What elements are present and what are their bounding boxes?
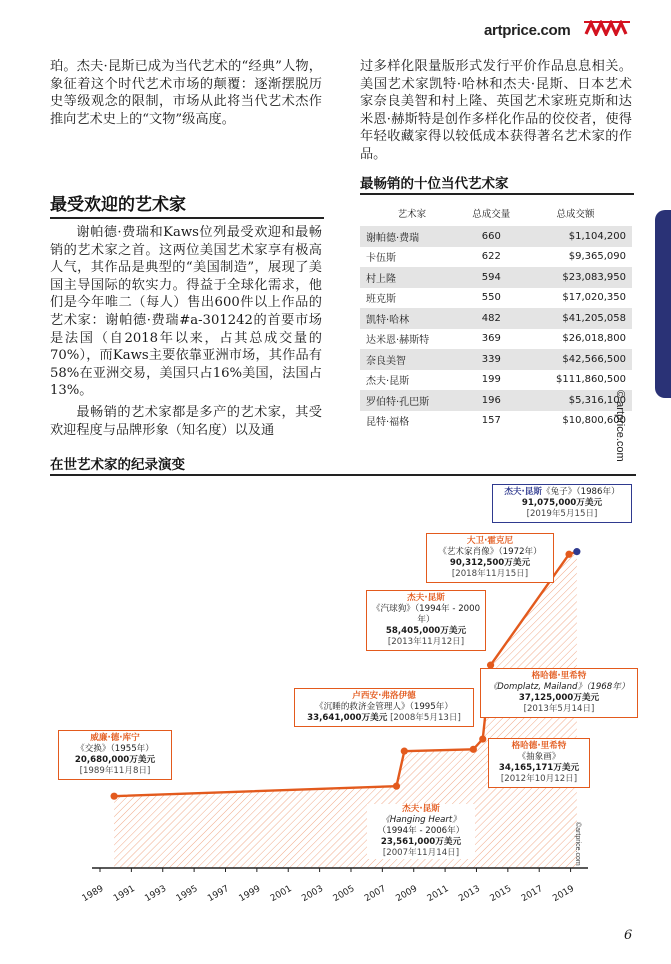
record-point bbox=[401, 748, 408, 755]
x-tick-label: 2001 bbox=[268, 883, 294, 905]
table-row bbox=[360, 370, 632, 391]
col-header-lots: 总成交量 bbox=[472, 209, 511, 220]
section-title-popular-artists: 最受欢迎的艺术家 bbox=[50, 195, 186, 215]
record-point bbox=[470, 746, 477, 753]
table-row bbox=[360, 329, 632, 350]
x-tick-label: 2017 bbox=[519, 883, 545, 905]
left-intro-text bbox=[50, 58, 322, 128]
paragraph-1: 谢帕德·费瑞和Kaws位列最受欢迎和最畅销的艺术家之首。这两位美国艺术家享有极高人气，其作品是典型的“美国制造”，展现了美国主导国际的软实力。得益于全球化需求，他们是今年唯二（每人）售出600件以上作品的艺术家：谢帕德·费瑞#a-301242的首要市场是法国（自2018年以来，占其总成交量的70%），而Kaws主要依靠亚洲市场，其作品有58%在亚洲交易，美国只占16%美国，法国占13%。 bbox=[50, 225, 322, 399]
cell-artist: 凯特·哈林 bbox=[360, 308, 464, 329]
chart-rule bbox=[50, 474, 636, 476]
cell-lots: 196 bbox=[464, 390, 519, 411]
side-tab bbox=[655, 210, 671, 398]
table-title: 最畅销的十位当代艺术家 bbox=[360, 176, 509, 192]
x-tick-label: 1995 bbox=[174, 883, 200, 905]
callout-work: 《艺术家肖像》（1972年） bbox=[438, 547, 542, 557]
callout-name: 杰夫·昆斯 bbox=[504, 487, 542, 497]
x-tick-label: 1989 bbox=[80, 883, 106, 905]
cell-artist: 杰夫·昆斯 bbox=[366, 376, 410, 388]
callout-price: 23,561,000万美元 bbox=[380, 837, 462, 847]
x-tick-label: 1999 bbox=[237, 883, 263, 905]
callout-work: 《抽象画》 bbox=[517, 752, 561, 762]
cell-lots: 660 bbox=[464, 226, 519, 247]
callout-name: 杰夫·昆斯 bbox=[407, 593, 445, 603]
x-tick-label: 1991 bbox=[112, 883, 137, 905]
right-paragraph: 过多样化限量版形式发行平价作品息息相关。美国艺术家凯特·哈林和杰夫·昆斯、日本艺术家奈良美智和村上隆、英国艺术家班克斯和达米恩·赫斯特是创作多样化作品的佼佼者，使得年轻收藏家得以较低成本获得著名艺术家的作品。 bbox=[360, 59, 632, 162]
x-tick-label: 2003 bbox=[300, 883, 326, 905]
callout-freud bbox=[294, 688, 474, 727]
record-point bbox=[573, 548, 580, 555]
cell-turnover: $5,316,100 bbox=[519, 390, 632, 411]
cell-turnover: $41,205,058 bbox=[519, 308, 632, 329]
callout-name: 格哈德·里希特 bbox=[531, 671, 587, 681]
table-row bbox=[360, 390, 632, 411]
callout-date: [2013年5月14日] bbox=[523, 704, 595, 714]
right-col-text bbox=[360, 58, 632, 164]
callout-date: [1989年11月8日] bbox=[79, 766, 151, 776]
callout-name: 杰夫·昆斯 bbox=[402, 804, 440, 814]
table-row bbox=[360, 411, 632, 432]
cell-lots: 369 bbox=[481, 333, 501, 345]
callout-work-years: （1994年 - 2006年） bbox=[377, 826, 465, 836]
x-tick-label: 2007 bbox=[363, 883, 388, 905]
callout-de-kooning bbox=[58, 730, 172, 780]
amma-logo bbox=[584, 20, 630, 36]
chart-credit: ©artprice.com bbox=[574, 822, 581, 866]
callout-date: [2007年11月14日] bbox=[382, 848, 460, 858]
page-number: 6 bbox=[624, 928, 633, 943]
callout-name: 威廉·德·库宁 bbox=[90, 733, 140, 743]
callout-work: 《沉睡的救济金管理人》（1995年） bbox=[315, 702, 453, 712]
cell-turnover: $111,860,500 bbox=[556, 374, 626, 386]
callout-richter-abstract bbox=[488, 738, 590, 788]
popular-artists-text bbox=[50, 224, 322, 439]
cell-turnover: $42,566,500 bbox=[519, 349, 632, 370]
col-header-artist: 艺术家 bbox=[397, 209, 427, 220]
callout-work: 《交换》（1955年） bbox=[76, 744, 154, 754]
x-tick-label: 2011 bbox=[425, 883, 451, 905]
cell-lots: 594 bbox=[464, 267, 519, 288]
cell-lots: 482 bbox=[464, 308, 519, 329]
callout-date: [2008年5月13日] bbox=[390, 713, 461, 723]
x-tick-label: 2019 bbox=[551, 883, 577, 905]
record-point bbox=[479, 735, 486, 742]
callout-price: 34,165,171万美元 bbox=[498, 763, 580, 773]
callout-price: 33,641,000万美元 bbox=[307, 713, 388, 723]
x-tick-label: 2005 bbox=[331, 883, 357, 905]
callout-price: 20,680,000万美元 bbox=[74, 755, 156, 765]
x-tick-label: 2013 bbox=[457, 883, 482, 905]
callout-koons-rabbit bbox=[492, 484, 632, 523]
x-tick-label: 1997 bbox=[206, 883, 231, 905]
x-tick-label: 2009 bbox=[394, 883, 420, 905]
record-point bbox=[111, 793, 118, 800]
intro-paragraph: 珀。杰夫·昆斯已成为当代艺术的“经典”人物，象征着这个时代艺术市场的颠覆：逐渐摆脱历史等级观念的限制，市场从此将当代艺术杰作推向艺术史上的“文物”级高度。 bbox=[50, 59, 322, 127]
table-header-row bbox=[360, 200, 632, 226]
table-row bbox=[360, 226, 632, 247]
table-row bbox=[360, 247, 632, 268]
record-point bbox=[393, 783, 400, 790]
paragraph-2: 最畅销的艺术家都是多产的艺术家，其受欢迎程度与品牌形象（知名度）以及通 bbox=[50, 404, 322, 438]
section-rule bbox=[50, 217, 324, 219]
cell-lots: 199 bbox=[481, 374, 501, 386]
callout-name: 卢西安·弗洛伊德 bbox=[352, 691, 416, 701]
callout-hockney bbox=[426, 533, 554, 583]
x-tick-label: 1993 bbox=[143, 883, 169, 905]
cell-artist: 奈良美智 bbox=[360, 349, 464, 370]
cell-lots: 622 bbox=[481, 251, 501, 263]
col-header-turnover: 总成交额 bbox=[556, 209, 595, 220]
callout-date: [2013年11月12日] bbox=[387, 637, 465, 647]
cell-turnover: $10,800,600 bbox=[562, 415, 626, 427]
cell-lots: 157 bbox=[481, 415, 501, 427]
x-tick-label: 2015 bbox=[488, 883, 514, 905]
top-artists-table bbox=[360, 200, 632, 431]
table-row bbox=[360, 288, 632, 309]
record-point bbox=[565, 551, 572, 558]
callout-price: 90,312,500万美元 bbox=[449, 558, 531, 568]
table-row bbox=[360, 308, 632, 329]
cell-turnover: $1,104,200 bbox=[519, 226, 632, 247]
callout-price: 58,405,000万美元 bbox=[385, 626, 467, 636]
cell-artist: 昆特·福格 bbox=[366, 417, 410, 429]
callout-work: 《Domplatz, Mailand》（1968年） bbox=[488, 682, 630, 692]
cell-turnover: $17,020,350 bbox=[562, 292, 626, 304]
cell-turnover: $9,365,090 bbox=[568, 251, 626, 263]
callout-richter-domplatz bbox=[480, 668, 638, 718]
cell-turnover: $23,083,950 bbox=[519, 267, 632, 288]
cell-artist: 村上隆 bbox=[360, 267, 464, 288]
callout-name: 大卫·霍克尼 bbox=[466, 536, 514, 546]
chart-title: 在世艺术家的纪录演变 bbox=[50, 457, 185, 473]
callout-koons-dog bbox=[366, 590, 486, 651]
cell-artist: 谢帕德·费瑞 bbox=[360, 226, 464, 247]
cell-artist: 卡伍斯 bbox=[366, 253, 396, 265]
callout-name: 格哈德·里希特 bbox=[511, 741, 567, 751]
cell-artist: 班克斯 bbox=[366, 294, 396, 306]
callout-koons-heart bbox=[367, 804, 475, 859]
table-rule bbox=[360, 193, 634, 195]
callout-work: 《Hanging Heart》 bbox=[381, 815, 461, 825]
callout-work: 《兔子》（1986年） bbox=[541, 487, 620, 497]
callout-date: [2018年11月15日] bbox=[451, 569, 529, 579]
callout-work: 《汽球狗》（1994年 - 2000年） bbox=[371, 604, 481, 625]
callout-price: 91,075,000万美元 bbox=[521, 498, 603, 508]
callout-date: [2012年10月12日] bbox=[500, 774, 578, 784]
callout-price: 37,125,000万美元 bbox=[518, 693, 600, 703]
cell-turnover: $26,018,800 bbox=[562, 333, 626, 345]
artprice-logo: artprice.com bbox=[484, 22, 571, 39]
callout-date: [2019年5月15日] bbox=[526, 509, 598, 519]
table-row bbox=[360, 267, 632, 288]
table-row bbox=[360, 349, 632, 370]
cell-artist: 罗伯特·孔巴斯 bbox=[360, 390, 464, 411]
cell-lots: 550 bbox=[481, 292, 501, 304]
cell-lots: 339 bbox=[464, 349, 519, 370]
cell-artist: 达米恩·赫斯特 bbox=[366, 335, 430, 347]
table-credit: © artprice.com bbox=[614, 390, 626, 462]
